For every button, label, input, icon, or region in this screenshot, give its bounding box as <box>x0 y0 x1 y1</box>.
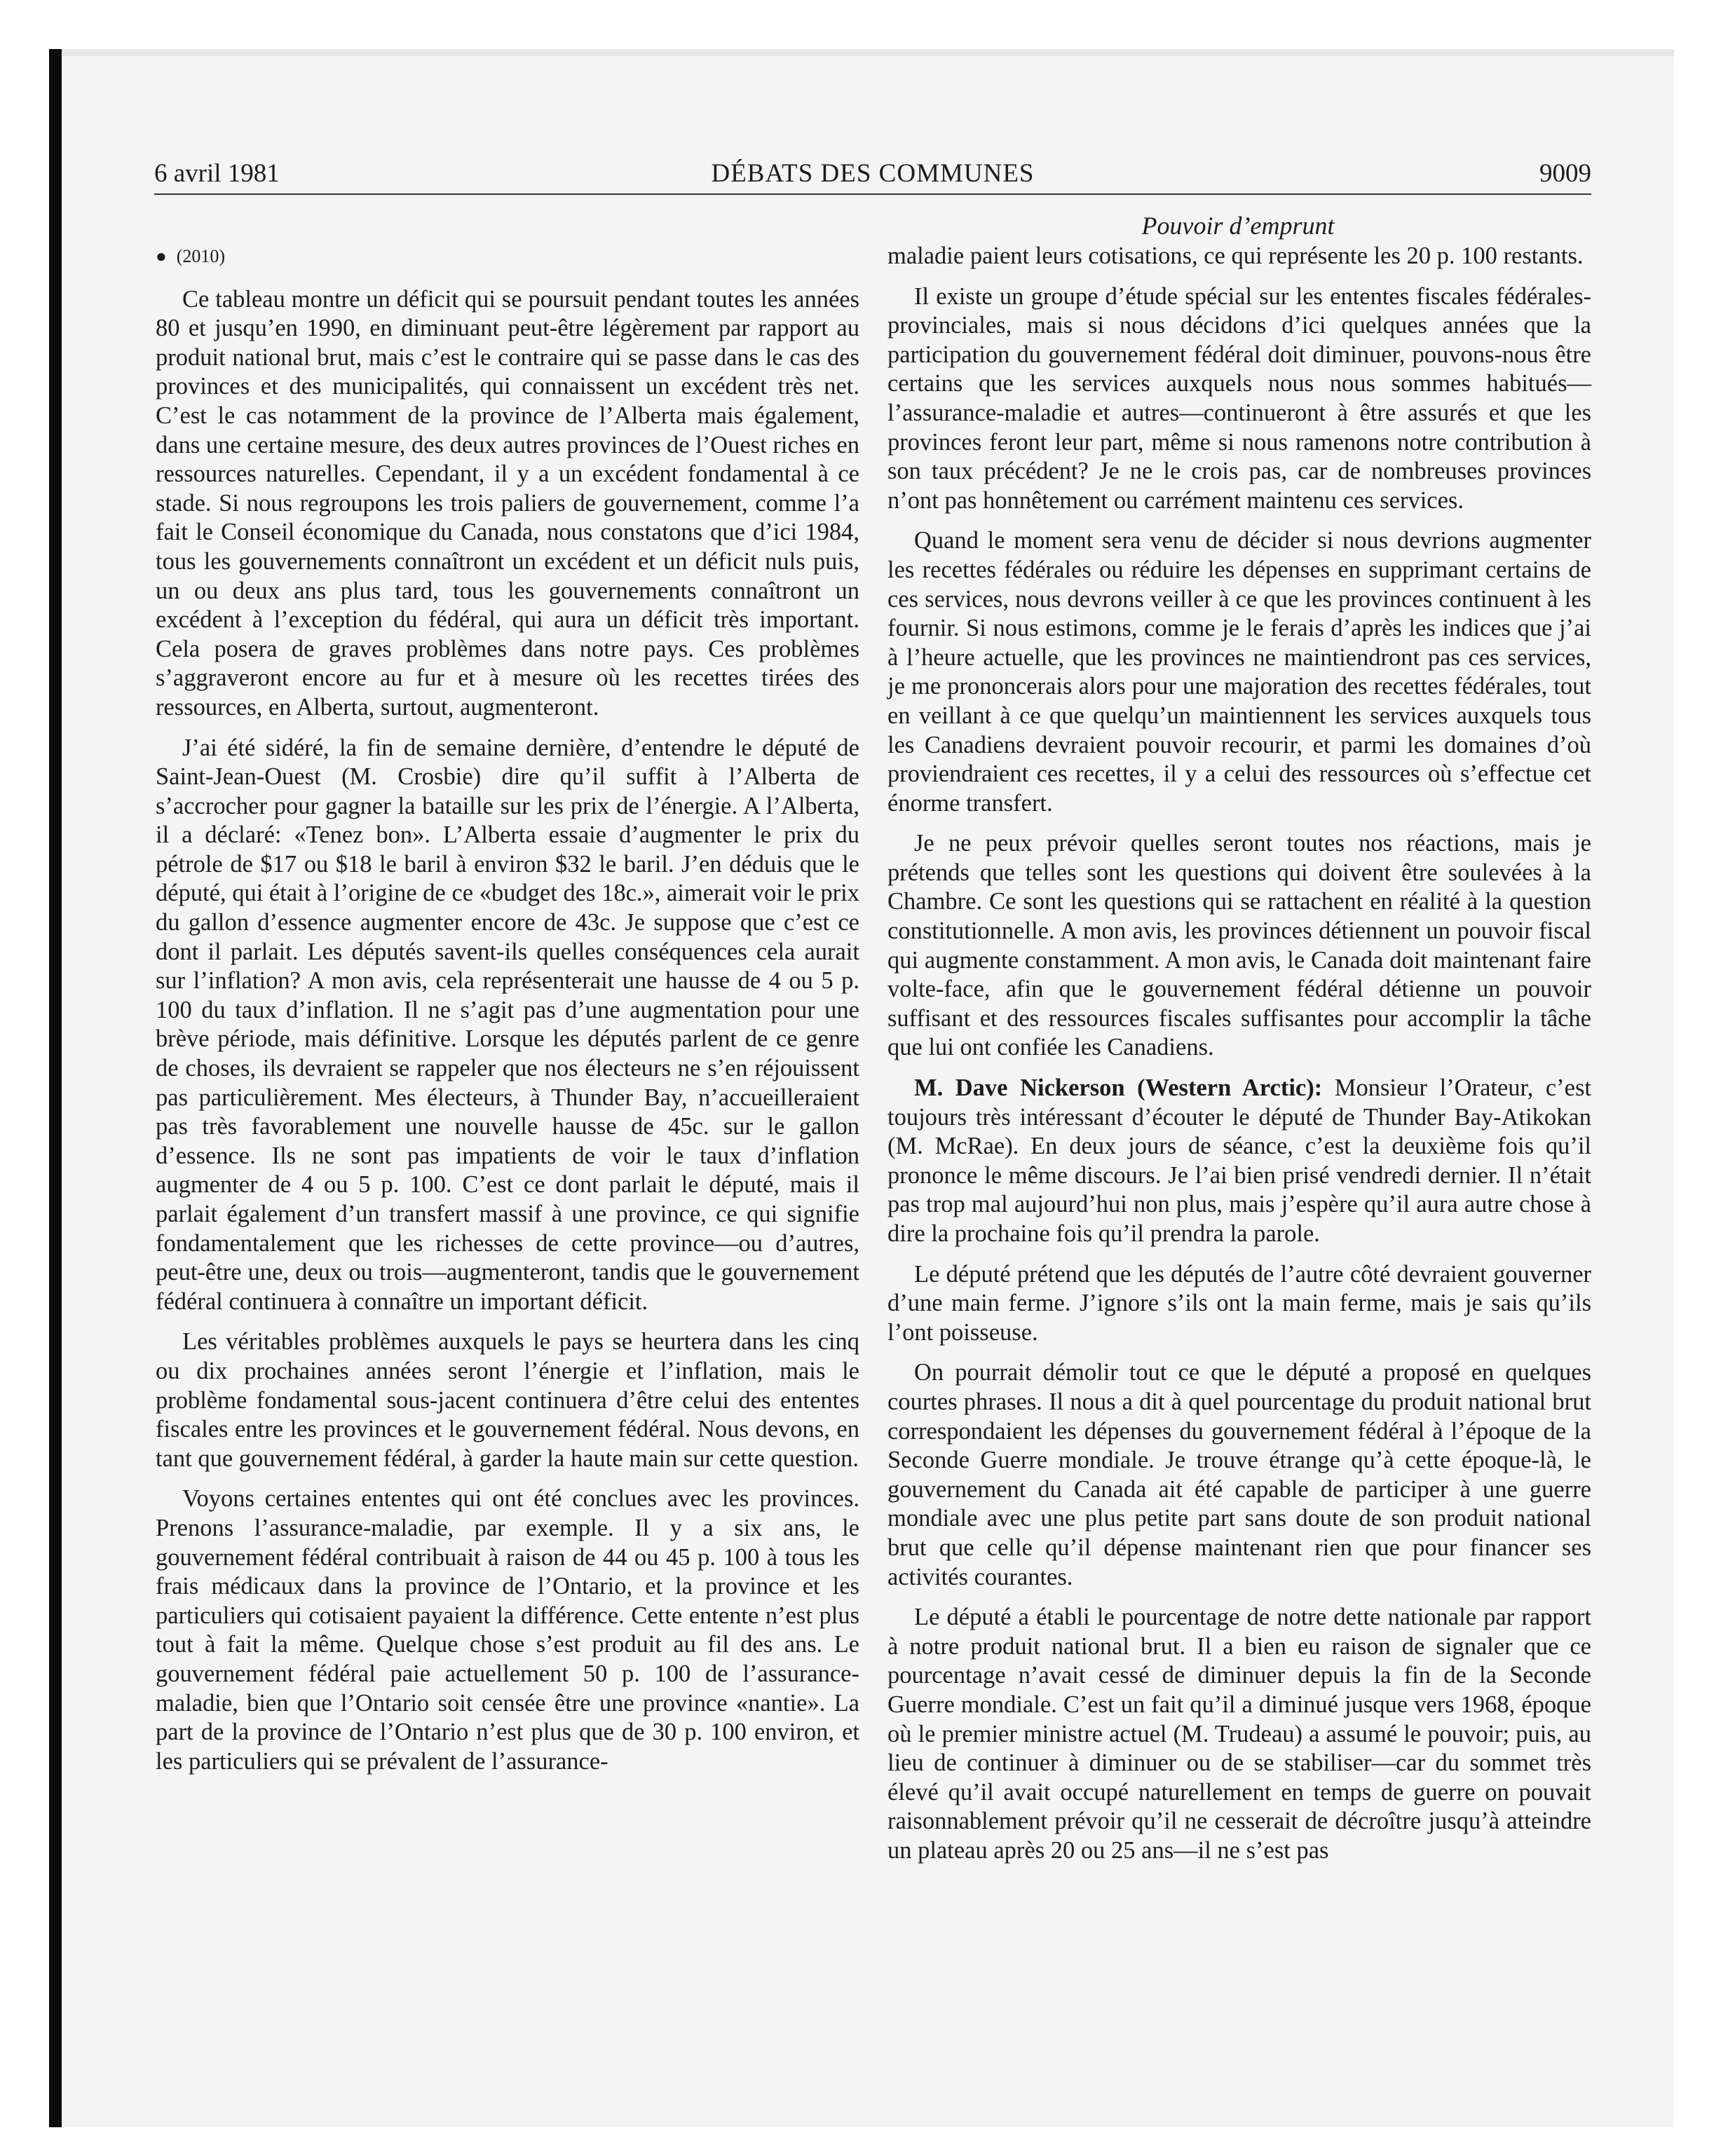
speech-paragraph <box>887 1074 1591 1249</box>
scan-border <box>49 49 62 2127</box>
paragraph: Quand le moment sera venu de décider si nous devrions augmenter les recettes fédérales ou réduire les dépenses en supprimant certains de ces services, nous devrons veiller à ce que les provinces continuent à les fournir. Si nous estimons, comme je le ferais d’après les indices que j’ai à l’heure actuelle, que les provinces ne maintiendront pas ces services, je me prononcerais alors pour une majoration des recettes fédérales, tout en veillant à ce que quelqu’un maintiennent les services auxquels tous les Canadiens devraient pouvoir recourir, et parmi les domaines d’où proviendraient ces recettes, il y a celui des ressources où s’effectue cet énorme transfert. <box>887 527 1591 817</box>
paragraph: On pourrait démolir tout ce que le député a proposé en quelques courtes phrases. Il nous a dit à quel pourcentage du produit national brut correspondaient les dépenses du gouvernement fédéral à l’époque de la Seconde Guerre mondiale. Je trouve étrange qu’à cette époque-là, le gouvernement du Canada ait été capable de participer à une guerre mondiale avec une plus petite part sans doute de son produit national brut que celle qu’il dépense maintenant rien que pour financer ses activités courantes. <box>887 1359 1591 1590</box>
paragraph: J’ai été sidéré, la fin de semaine dernière, d’entendre le député de Saint-Jean-Ouest (M. Crosbie) dire qu’il suffit à l’Alberta de s’accrocher pour gagner la bataille sur les prix de l’énergie. A l’Alberta, il a déclaré: «Tenez bon». L’Alberta essaie d’augmenter le prix du pétrole de $17 ou $18 le baril à environ $32 le baril. J’en déduis que le député, qui était à l’origine de ce «budget des 18c.», aimerait voir le prix du gallon d’essence augmenter encore de 43c. Je suppose que c’est ce dont il parlait. Les députés savent-ils quelles conséquences cela aurait sur l’inflation? A mon avis, cela représenterait une hausse de 4 ou 5 p. 100 du taux d’inflation. Il ne s’agit pas d’une augmentation pour une brève période, mais définitive. Lorsque les députés parlent de ce genre de choses, ils devraient se rappeler que nos électeurs ne s’en réjouissent pas particulièrement. Mes électeurs, à Thunder Bay, n’accueilleraient pas très favorablement une nouvelle hausse de 45c. sur le gallon d’essence. Ils ne sont pas impatients de voir le taux d’inflation augmenter de 4 ou 5 p. 100. C’est ce dont parlait le député, mais il parlait également d’un transfert massif à une province, ce qui signifie fondamentalement que les richesses de cette province—ou d’autres, peut-être une, deux ou trois—augmenteront, tandis que le gouvernement fédéral continuera à connaître un important déficit. <box>156 734 859 1315</box>
paragraph: Les véritables problèmes auxquels le pays se heurtera dans les cinq ou dix prochaines années seront l’énergie et l’inflation, mais le problème fondamental sous-jacent continuera d’être celui des ententes fiscales entre les provinces et le gouvernement fédéral. Nous devons, en tant que gouvernement fédéral, à garder la haute main sur cette question. <box>156 1328 859 1472</box>
left-column <box>156 242 859 1787</box>
speech-text: Monsieur l’Orateur, c’est toujours très intéressant d’écouter le député de Thunder Bay-Atikokan (M. McRae). En deux jours de séance, c’est la deuxième fois qu’il prononce le même discours. Je l’ai bien prisé vendredi dernier. Il n’était pas trop mal aujourd’hui non plus, mais j’espère qu’il aura autre chose à dire la prochaine fois qu’il prendra la parole. <box>887 1074 1591 1247</box>
page-number: 9009 <box>1539 159 1591 188</box>
bullet-icon: ● <box>156 246 167 266</box>
paragraph: Il existe un groupe d’étude spécial sur les ententes fiscales fédérales-provinciales, mais si nous décidons d’ici quelques années que la participation du gouvernement fédéral doit diminuer, pouvons-nous être certains que les services auxquels nous nous sommes habitués—l’assurance-maladie et autres—continueront à être assurés et que les provinces feront leur part, même si nous ramenons notre contribution à son taux précédent? Je ne le crois pas, car de nombreuses provinces n’ont pas honnêtement ou carrément maintenu ces services. <box>887 282 1591 514</box>
paragraph: Le député prétend que les députés de l’autre côté devraient gouverner d’une main ferme. J’ignore s’ils ont la main ferme, mais je sais qu’ils l’ont poisseuse. <box>887 1260 1591 1346</box>
time-marker-text: (2010) <box>176 246 226 266</box>
page-header <box>154 156 1591 192</box>
time-marker <box>156 242 859 271</box>
right-column <box>887 242 1591 1876</box>
running-head: Pouvoir d’emprunt <box>1141 212 1335 240</box>
speaker-name: M. Dave Nickerson (Western Arctic): <box>914 1074 1323 1102</box>
header-rule <box>154 193 1591 195</box>
paragraph: Le député a établi le pourcentage de notre dette nationale par rapport à notre produit national brut. Il a bien eu raison de signaler que ce pourcentage n’avait cessé de diminuer depuis la fin de la Seconde Guerre mondiale. C’est un fait qu’il a diminué jusque vers 1968, époque où le premier ministre actuel (M. Trudeau) a assumé le pouvoir; puis, au lieu de continuer à diminuer ou de se stabiliser—car du sommet très élevé qu’il avait occupé naturellement en temps de guerre on pouvait raisonnablement prévoir qu’il ne cesserait de décroître jusqu’à atteindre un plateau après 20 ou 25 ans—il ne s’est pas <box>887 1604 1591 1864</box>
paragraph-continuation: maladie paient leurs cotisations, ce qui représente les 20 p. 100 restants. <box>887 243 1584 269</box>
header-title: DÉBATS DES COMMUNES <box>711 159 1035 188</box>
header-date: 6 avril 1981 <box>154 159 280 188</box>
scan-shadow <box>62 49 1674 56</box>
paragraph: Voyons certaines ententes qui ont été conclues avec les provinces. Prenons l’assurance-maladie, par exemple. Il y a six ans, le gouvernement fédéral contribuait à raison de 44 ou 45 p. 100 à tous les frais médicaux dans la province de l’Ontario, et la province et les particuliers qui cotisaient payaient la différence. Cette entente n’est plus tout à fait la même. Quelque chose s’est produit au fil des ans. Le gouvernement fédéral paie actuellement 50 p. 100 de l’assurance-maladie, bien que l’Ontario soit censée être une province «nantie». La part de la province de l’Ontario n’est plus que de 30 p. 100 environ, et les particuliers qui se prévalent de l’assurance- <box>156 1485 859 1775</box>
paragraph: Je ne peux prévoir quelles seront toutes nos réactions, mais je prétends que telles sont les questions qui doivent être soulevées à la Chambre. Ce sont les questions qui se rattachent en réalité à la question constitutionnelle. A mon avis, les provinces détiennent un pouvoir fiscal qui augmente constamment. A mon avis, le Canada doit maintenant faire volte-face, afin que le gouvernement fédéral détienne un pouvoir suffisant et des ressources fiscales suffisantes pour accomplir la tâche que lui ont confiée les Canadiens. <box>887 830 1591 1061</box>
paragraph: Ce tableau montre un déficit qui se poursuit pendant toutes les années 80 et jusqu’en 1990, en diminuant peut-être légèrement par rapport au produit national brut, mais c’est le contraire qui se passe dans le cas des provinces et des municipalités, qui connaissent un excédent très net. C’est le cas notamment de la province de l’Alberta mais également, dans une certaine mesure, des deux autres provinces de l’Ouest riches en ressources naturelles. Cependant, il y a un excédent fondamental à ce stade. Si nous regroupons les trois paliers de gouvernement, comme l’a fait le Conseil économique du Canada, nous constatons que d’ici 1984, tous les gouvernements connaîtront un excédent et un déficit nuls puis, un ou deux ans plus tard, tous les gouvernements connaîtront un excédent à l’exception du fédéral, qui aura un déficit très important. Cela posera de graves problèmes dans notre pays. Ces problèmes s’aggraveront encore au fur et à mesure où les recettes tirées des ressources, en Alberta, surtout, augmenteront. <box>156 285 859 721</box>
